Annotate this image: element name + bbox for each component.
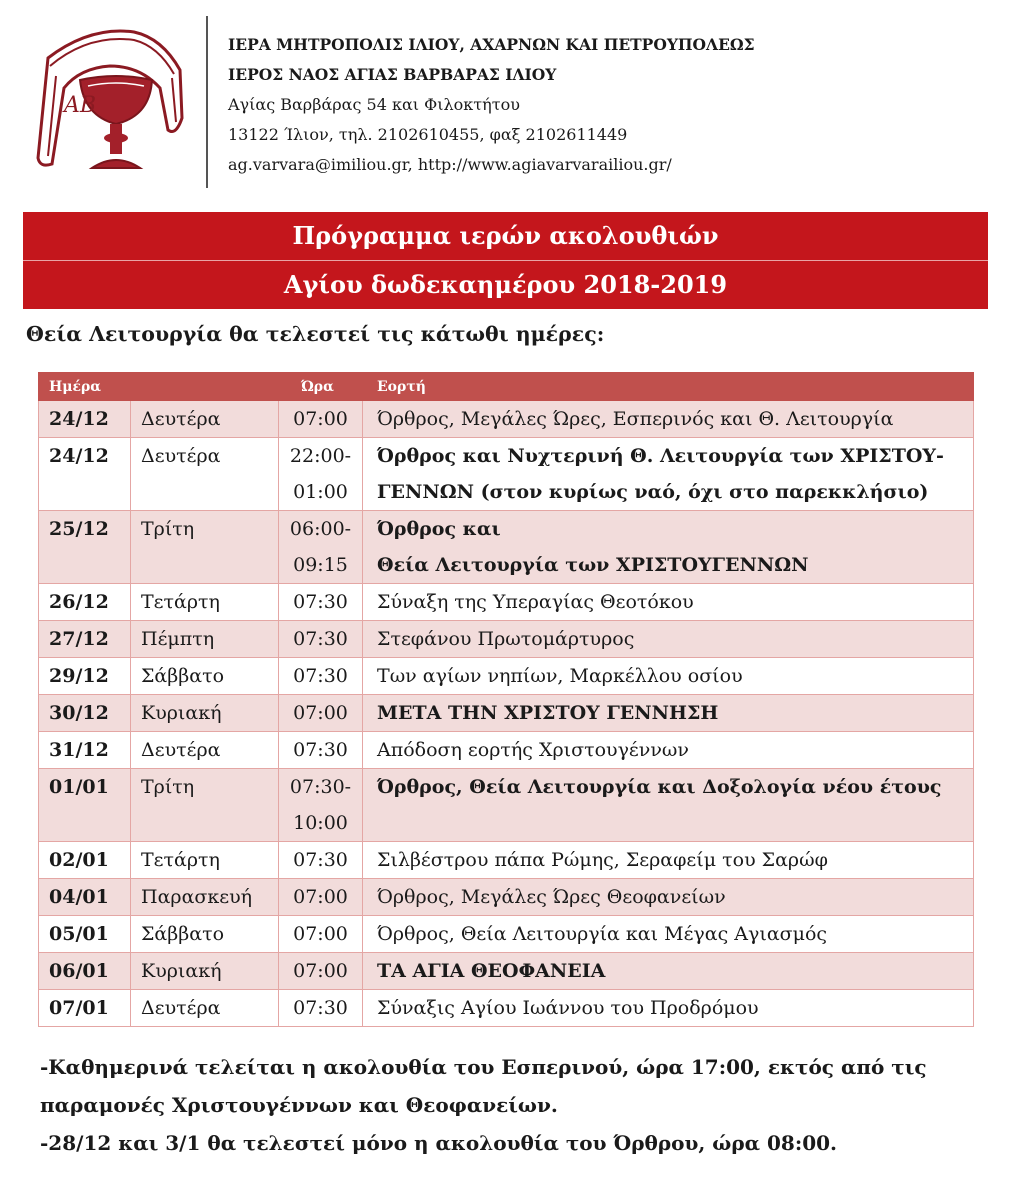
time-line: 07:00 <box>293 923 348 945</box>
note-orthros: -28/12 και 3/1 θα τελεστεί μόνο η ακολουθία του Όρθρου, ώρα 08:00. <box>40 1131 838 1155</box>
table-row <box>39 621 974 658</box>
row-date: 05/01 <box>39 916 131 953</box>
row-time <box>279 695 363 732</box>
row-time <box>279 438 363 511</box>
schedule-table <box>38 372 974 1027</box>
feast-line: Σύναξις Αγίου Ιωάννου του Προδρόμου <box>377 997 759 1019</box>
feast-line: ΜΕΤΑ ΤΗΝ ΧΡΙΣΤΟΥ ΓΕΝΝΗΣΗ <box>377 702 719 724</box>
row-time <box>279 511 363 584</box>
row-day: Τετάρτη <box>131 842 279 879</box>
table-row <box>39 695 974 732</box>
header-time: Ώρα <box>279 373 363 401</box>
row-date: 07/01 <box>39 990 131 1027</box>
notes <box>40 1048 990 1162</box>
banner-title: Πρόγραμμα ιερών ακολουθιών <box>292 221 719 250</box>
row-date: 27/12 <box>39 621 131 658</box>
row-day: Τετάρτη <box>131 584 279 621</box>
row-feast <box>363 953 974 990</box>
note-vespers: -Καθημερινά τελείται η ακολουθία του Εσπερινού, ώρα 17:00, εκτός από τις <box>40 1055 927 1079</box>
row-feast <box>363 842 974 879</box>
time-line: 07:30 <box>293 849 348 871</box>
row-feast <box>363 990 974 1027</box>
row-date: 31/12 <box>39 732 131 769</box>
table-row <box>39 732 974 769</box>
row-date: 06/01 <box>39 953 131 990</box>
time-line: 07:00 <box>293 886 348 908</box>
row-feast <box>363 584 974 621</box>
table-row <box>39 990 974 1027</box>
row-date: 30/12 <box>39 695 131 732</box>
svg-text:ΑΒ: ΑΒ <box>64 93 97 118</box>
row-day: Πέμπτη <box>131 621 279 658</box>
letterhead <box>0 0 1013 200</box>
title-banner <box>23 212 988 309</box>
feast-line: ΓΕΝΝΩΝ (στον κυρίως ναό, όχι στο παρεκκλήσιο) <box>377 481 929 503</box>
church-name: ΙΕΡΟΣ ΝΑΟΣ ΑΓΙΑΣ ΒΑΡΒΑΡΑΣ ΙΛΙΟΥ <box>228 65 557 84</box>
feast-line: Στεφάνου Πρωτομάρτυρος <box>377 628 635 650</box>
table-row <box>39 879 974 916</box>
row-day: Τρίτη <box>131 769 279 842</box>
table-row <box>39 953 974 990</box>
row-day: Σάββατο <box>131 916 279 953</box>
time-line: 07:00 <box>293 408 348 430</box>
note-vespers-cont: παραμονές Χριστουγέννων και Θεοφανείων. <box>40 1093 558 1117</box>
feast-line: Όρθρος, Μεγάλες Ώρες, Εσπερινός και Θ. Λειτουργία <box>377 408 894 430</box>
banner-subtitle: Αγίου δωδεκαημέρου 2018-2019 <box>23 260 988 308</box>
feast-line: Σιλβέστρου πάπα Ρώμης, Σεραφείμ του Σαρώφ <box>377 849 828 871</box>
row-time <box>279 953 363 990</box>
row-day: Δευτέρα <box>131 401 279 438</box>
time-line: 07:00 <box>293 960 348 982</box>
feast-line: Των αγίων νηπίων, Μαρκέλλου οσίου <box>377 665 743 687</box>
header-day: Ημέρα <box>39 373 279 401</box>
table-row <box>39 438 974 511</box>
time-line: 07:30 <box>293 628 348 650</box>
time-line: 06:00- <box>289 518 352 540</box>
row-time <box>279 732 363 769</box>
row-feast <box>363 769 974 842</box>
time-line: 07:30 <box>293 665 348 687</box>
feast-line: Θεία Λειτουργία των ΧΡΙΣΤΟΥΓΕΝΝΩΝ <box>377 554 809 576</box>
row-time <box>279 621 363 658</box>
header-feast: Εορτή <box>363 373 974 401</box>
time-line: 07:30 <box>293 591 348 613</box>
feast-line: ΤΑ ΑΓΙΑ ΘΕΟΦΑΝΕΙΑ <box>377 960 606 982</box>
chalice-icon <box>30 18 190 178</box>
row-feast <box>363 658 974 695</box>
row-date: 01/01 <box>39 769 131 842</box>
intro-heading: Θεία Λειτουργία θα τελεστεί τις κάτωθι ημέρες: <box>26 322 605 346</box>
row-day: Παρασκευή <box>131 879 279 916</box>
row-feast <box>363 621 974 658</box>
time-line: 07:00 <box>293 702 348 724</box>
row-day: Τρίτη <box>131 511 279 584</box>
time-line: 01:00 <box>293 481 348 503</box>
feast-line: Όρθρος, Θεία Λειτουργία και Μέγας Αγιασμός <box>377 923 828 945</box>
row-day: Δευτέρα <box>131 732 279 769</box>
row-feast <box>363 732 974 769</box>
row-date: 24/12 <box>39 401 131 438</box>
table-row <box>39 401 974 438</box>
feast-line: Όρθρος, Μεγάλες Ώρες Θεοφανείων <box>377 886 726 908</box>
time-line: 09:15 <box>293 554 348 576</box>
time-line: 07:30 <box>293 997 348 1019</box>
feast-line: Σύναξη της Υπεραγίας Θεοτόκου <box>377 591 694 613</box>
row-day: Δευτέρα <box>131 990 279 1027</box>
row-day: Σάββατο <box>131 658 279 695</box>
email-website: ag.varvara@imiliou.gr, http://www.agiavarvarailiou.gr/ <box>228 155 672 174</box>
table-row <box>39 769 974 842</box>
row-time <box>279 990 363 1027</box>
row-date: 29/12 <box>39 658 131 695</box>
table-row <box>39 842 974 879</box>
row-feast <box>363 916 974 953</box>
row-day: Κυριακή <box>131 953 279 990</box>
row-date: 24/12 <box>39 438 131 511</box>
row-day: Κυριακή <box>131 695 279 732</box>
row-date: 02/01 <box>39 842 131 879</box>
row-time <box>279 916 363 953</box>
row-time <box>279 769 363 842</box>
feast-line: Απόδοση εορτής Χριστουγέννων <box>377 739 689 761</box>
row-feast <box>363 695 974 732</box>
table-header-row <box>39 373 974 401</box>
row-date: 04/01 <box>39 879 131 916</box>
row-time <box>279 879 363 916</box>
row-time <box>279 658 363 695</box>
feast-line: Όρθρος, Θεία Λειτουργία και Δοξολογία νέου έτους <box>377 776 942 798</box>
feast-line: Όρθρος και Νυχτερινή Θ. Λειτουργία των ΧΡΙΣΤΟΥ- <box>377 445 944 467</box>
row-time <box>279 401 363 438</box>
row-feast <box>363 438 974 511</box>
row-feast <box>363 879 974 916</box>
row-time <box>279 842 363 879</box>
header-divider <box>206 16 208 188</box>
table-row <box>39 916 974 953</box>
feast-line: Όρθρος και <box>377 518 501 540</box>
row-feast <box>363 511 974 584</box>
organization-info <box>228 30 755 180</box>
time-line: 22:00- <box>289 445 352 467</box>
time-line: 07:30- <box>289 776 352 798</box>
metropolis-name: ΙΕΡΑ ΜΗΤΡΟΠΟΛΙΣ ΙΛΙΟΥ, ΑΧΑΡΝΩΝ ΚΑΙ ΠΕΤΡΟΥΠΟΛΕΩΣ <box>228 35 755 54</box>
phone-fax: 13122 Ίλιον, τηλ. 2102610455, φαξ 2102611449 <box>228 125 628 144</box>
address: Αγίας Βαρβάρας 54 και Φιλοκτήτου <box>228 95 520 114</box>
row-day: Δευτέρα <box>131 438 279 511</box>
row-feast <box>363 401 974 438</box>
row-date: 25/12 <box>39 511 131 584</box>
table-row <box>39 511 974 584</box>
table-row <box>39 584 974 621</box>
time-line: 10:00 <box>293 812 348 834</box>
row-date: 26/12 <box>39 584 131 621</box>
row-time <box>279 584 363 621</box>
time-line: 07:30 <box>293 739 348 761</box>
table-row <box>39 658 974 695</box>
